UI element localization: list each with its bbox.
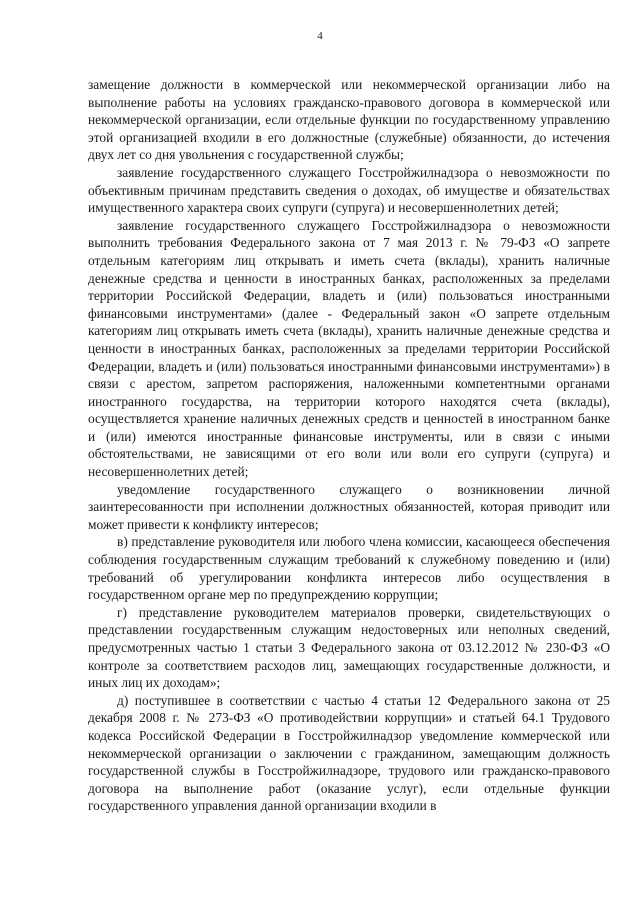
paragraph-item-g: г) представление руководителем материалов проверки, свидетельствующих о представлении государственным служащим недостоверных или неполных сведений, предусмотренных частью 1 статьи 3 Федерального закона от 03.12.2012 № 230-ФЗ «О контроле за соответствием расходов лиц, замещающих государственные должности, и иных лиц их доходам»; [88, 604, 610, 691]
paragraph-item-v: в) представление руководителя или любого члена комиссии, касающееся обеспечения соблюдения государственным служащим требований к служебному поведению и (или) требований об урегулировании конфликта интересов либо осуществления в государственном органе мер по предупреждению коррупции; [88, 534, 610, 603]
paragraph-statement-income-info: заявление государственного служащего Госстройжилнадзора о невозможности по объективным причинам представить сведения о доходах, об имуществе и обязательствах имущественного характера своих супруги (супруга) и несовершеннолетних детей; [88, 164, 610, 216]
paragraph-continuation: замещение должности в коммерческой или некоммерческой организации либо на выполнение работы на условиях гражданско-правового договора в коммерческой или некоммерческой организации, если отдельные функции по государственному управлению этой организацией входили в его должностные (служебные) обязанности, до истечения двух лет со дня увольнения с государственной службы; [88, 77, 610, 163]
paragraph-notification-conflict-of-interest: уведомление государственного служащего о возникновении личной заинтересованности при исполнении должностных обязанностей, которая приводит или может привести к конфликту интересов; [88, 481, 610, 532]
page-number: 4 [317, 30, 323, 42]
document-body [88, 76, 610, 815]
paragraph-statement-foreign-accounts: заявление государственного служащего Госстройжилнадзора о невозможности выполнить требования Федерального закона от 7 мая 2013 г. № 79-ФЗ «О запрете отдельным категориям лиц открывать и иметь счета (вклады), хранить наличные денежные средства и ценности в иностранных банках, расположенных за пределами территории Российской Федерации, владеть и (или) пользоваться иностранными финансовыми инструментами» (далее - Федеральный закон «О запрете отдельным категориям лиц открывать иметь счета (вклады), хранить наличные денежные средства и ценности в иностранных банках, расположенных за пределами территории Российской Федерации, владеть и (или) пользоваться иностранными финансовыми инструментами») в связи с арестом, запретом распоряжения, наложенными компетентными органами иностранного государства, на территории которого находятся счета (вклады), осуществляется хранение наличных денежных средств и ценностей в иностранном банке и (или) имеются иностранные финансовые инструменты, или в связи с иными обстоятельствами, не зависящими от его воли или воли его супруги (супруга) и несовершеннолетних детей; [88, 217, 610, 480]
paragraph-item-d: д) поступившее в соответствии с частью 4 статьи 12 Федерального закона от 25 декабря 2008 г. № 273-ФЗ «О противодействии коррупции» и статьей 64.1 Трудового кодекса Российской Федерации в Госстройжилнадзор уведомление коммерческой или некоммерческой организации о заключении с гражданином, замещающим должность государственной службы в Госстройжилнадзоре, трудового или гражданско-правового договора на выполнение работ (оказание услуг), если отдельные функции государственного управления данной организации входили в [88, 692, 610, 814]
